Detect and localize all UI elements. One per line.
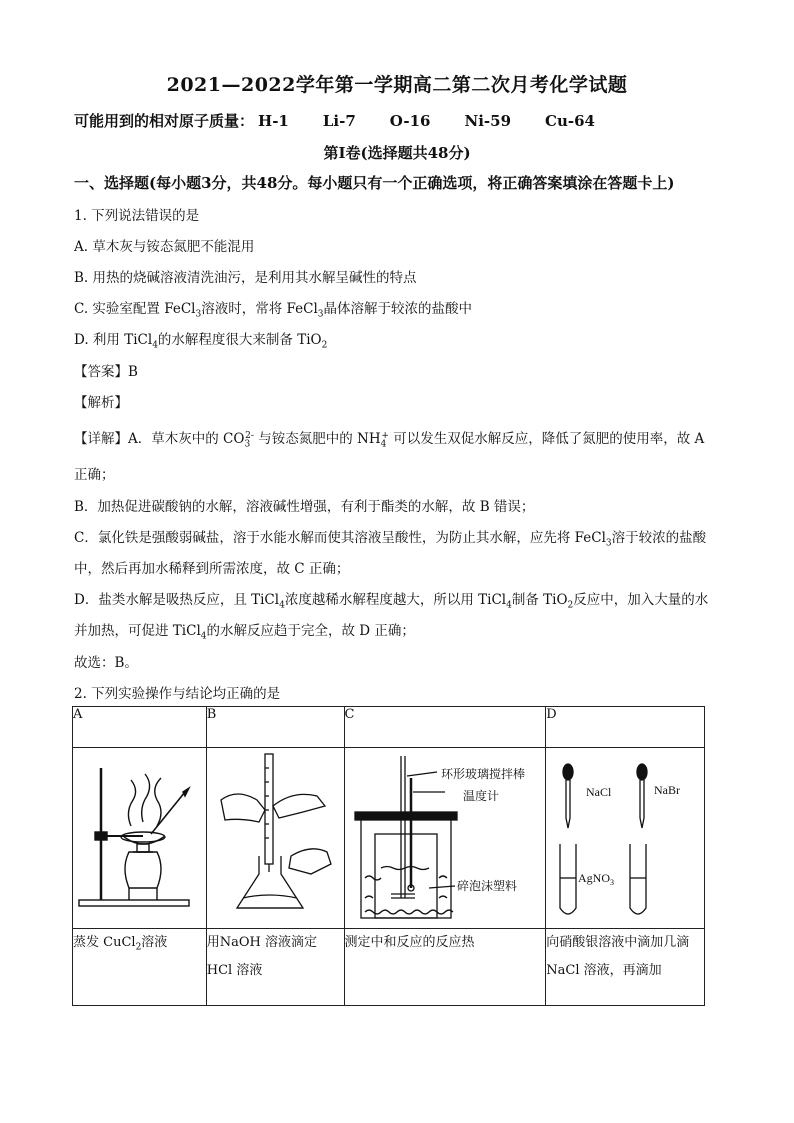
label-nacl: NaCl	[586, 785, 612, 799]
page-title: 2021—2022学年第一学期高二第二次月考化学试题	[166, 74, 628, 96]
mass-item: Cu-64	[545, 112, 595, 130]
answer-label: 【答案】	[74, 364, 128, 380]
header-cell: B	[206, 707, 344, 748]
label-agno3: AgNO$_3$	[578, 871, 615, 887]
q1-detail-line: 并加热，可促进 TiCl$_4$的水解反应趋于完全，故 D 正确；	[74, 623, 415, 642]
label-stirrer: 环形玻璃搅拌棒	[440, 767, 525, 781]
mass-item: H-1	[258, 112, 289, 130]
mass-item: Li-7	[322, 112, 356, 130]
label-thermometer: 温度计	[462, 789, 499, 803]
evaporation-apparatus-figure	[73, 748, 205, 924]
header-cell: A	[73, 707, 207, 748]
masses-label: 可能用到的相对原子质量：	[74, 112, 255, 130]
label-nabr: NaBr	[654, 783, 681, 797]
q1-detail-line: C．氯化铁是强酸弱碱盐，溶于水能水解而使其溶液呈酸性，为防止其水解，应先将 FeCl$_3$溶于较浓的盐酸	[74, 530, 707, 549]
answer-value: B	[128, 364, 138, 380]
figure-d-cell	[546, 748, 705, 929]
header-cell: D	[546, 707, 705, 748]
q1-option-a: A. 草木灰与铵态氮肥不能混用	[74, 239, 255, 255]
q1-detail-line: B．加热促进碳酸钠的水解，溶液碱性增强，有利于酯类的水解，故 B 错误；	[74, 499, 535, 515]
titration-figure	[207, 748, 343, 924]
q1-stem: 1. 下列说法错误的是	[74, 208, 200, 224]
dropper-testtube-figure	[546, 748, 703, 924]
q1-detail-line: 正确；	[74, 467, 115, 483]
figure-c-cell	[344, 748, 546, 929]
section-heading: 第Ⅰ卷(选择题共48分)	[323, 144, 471, 162]
q1-option-c: C. 实验室配置 FeCl$_3$溶液时，常将 FeCl$_3$晶体溶解于较浓的盐酸中	[74, 301, 473, 320]
calorimeter-figure	[345, 748, 545, 924]
q1-option-b: B. 用热的烧碱溶液清洗油污，是利用其水解呈碱性的特点	[74, 270, 417, 286]
q1-option-d: D. 利用 TiCl$_4$的水解程度很大来制备 TiO$_2$	[74, 332, 328, 351]
q1-answer	[74, 360, 138, 380]
q2-stem: 2. 下列实验操作与结论均正确的是	[74, 686, 281, 702]
label-foam: 碎泡沫塑料	[456, 879, 517, 893]
section-instructions: 一、选择题(每小题3分，共48分。每小题只有一个正确选项，将正确答案填涂在答题卡上)	[74, 174, 675, 192]
desc-cell: 测定中和反应的反应热	[344, 929, 546, 1006]
q1-detail-line: 故选：B。	[74, 655, 138, 671]
figure-b-cell	[206, 748, 344, 929]
mass-item: Ni-59	[464, 112, 512, 130]
experiment-table	[72, 706, 705, 1006]
desc-cell: 蒸发 CuCl$_2$溶液	[73, 929, 207, 1006]
header-cell: C	[344, 707, 546, 748]
desc-cell: 用NaOH 溶液滴定 HCl 溶液	[206, 929, 344, 1006]
atomic-masses	[74, 110, 629, 131]
figure-a-cell	[73, 748, 207, 929]
q1-analysis-label: 【解析】	[74, 395, 128, 411]
mass-item: O-16	[389, 112, 431, 130]
desc-cell: 向硝酸银溶液中滴加几滴 NaCl 溶液，再滴加	[546, 929, 705, 1006]
text: C. 实验室配置 FeCl	[74, 301, 196, 317]
q1-detail-line: 【详解】A．草木灰中的 $CO_3^{2-}$ 与铵态氮肥中的 $NH_4^+$ 可以发生双促水解反应，降低了氮肥的使用率，故 A	[74, 430, 705, 450]
q1-detail-line: D．盐类水解是吸热反应，且 TiCl$_4$浓度越稀水解程度越大，所以用 TiCl$_4$制备 TiO$_2$反应中，加入大量的水	[74, 592, 709, 611]
q1-detail-line: 中，然后再加水稀释到所需浓度，故 C 正确；	[74, 561, 350, 577]
